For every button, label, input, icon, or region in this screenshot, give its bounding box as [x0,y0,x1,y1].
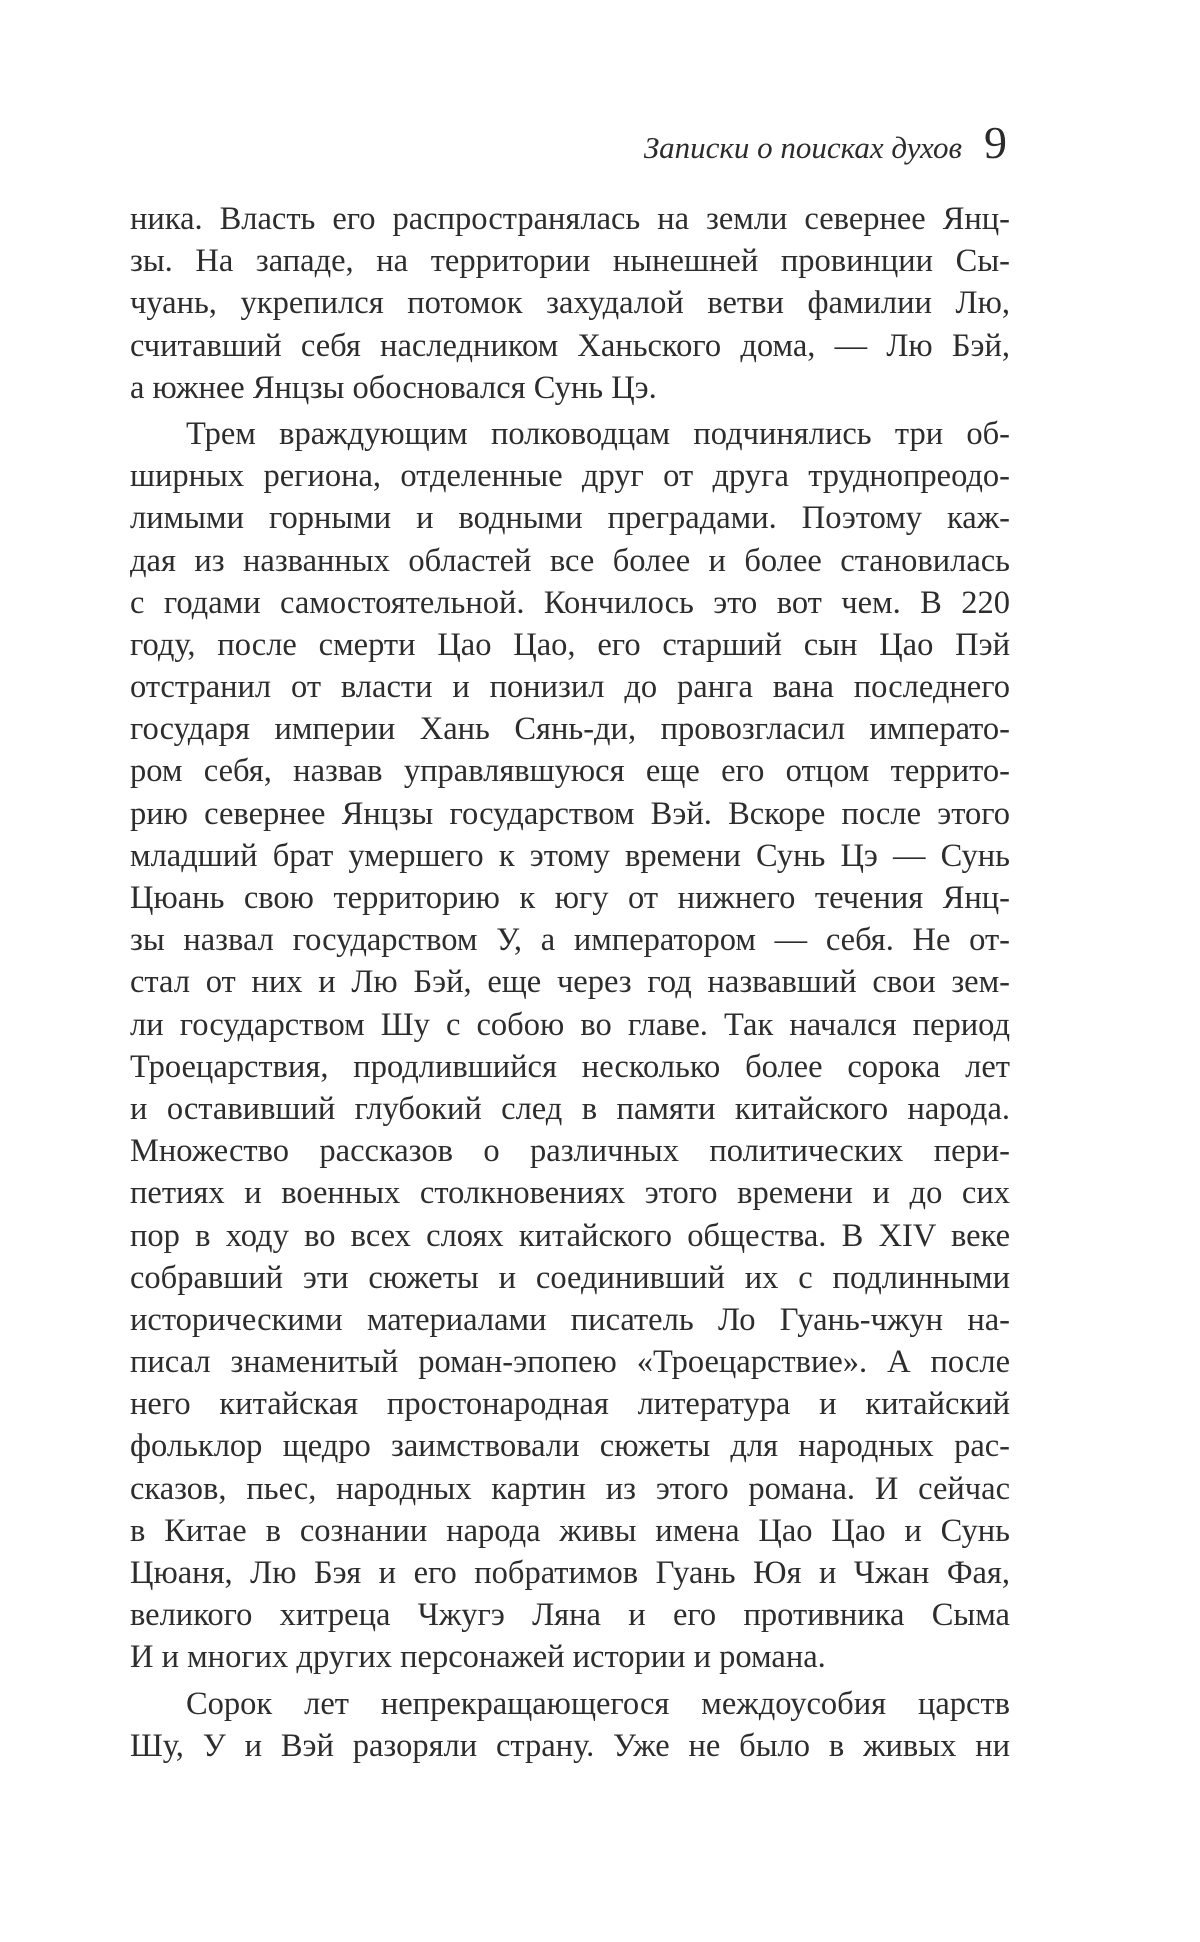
text-line: лимыми горными и водными преградами. Поэтому каж- [130,500,1010,537]
text-line: государя империи Хань Сянь-ди, провозгласил императо- [130,711,1010,748]
text-line: ника. Власть его распространялась на земли севернее Янц- [130,201,1010,237]
text-line: него китайская простонародная литература и китайский [130,1386,1010,1423]
text-line: Троецарствия, продлившийся несколько более сорока лет [130,1048,1010,1085]
text-line: И и многих других персонажей истории и романа. [130,1639,826,1676]
text-line: сказов, пьес, народных картин из этого романа. И сейчас [130,1470,1010,1507]
text-line: великого хитреца Чжугэ Ляна и его противника Сыма [130,1597,1010,1634]
text-line: петиях и военных столкновениях этого времени и до сих [130,1175,1010,1212]
text-line: чуань, укрепился потомок захудалой ветви фамилии Лю, [130,285,1010,322]
text-line: Трем враждующим полководцам подчинялись три об- [186,415,1010,452]
text-line: младший брат умершего к этому времени Сунь Цэ — Сунь [130,837,1010,874]
text-line: пор в ходу во всех слоях китайского общества. В XIV веке [130,1217,1010,1254]
text-line: историческими материалами писатель Ло Гуань-чжун на- [130,1301,1010,1338]
text-line: Цюань свою территорию к югу от нижнего течения Янц- [130,880,1010,916]
text-line: дая из названных областей все более и более становилась [130,542,1010,579]
text-line: фольклор щедро заимствовали сюжеты для народных рас- [130,1428,1010,1465]
text-line: Сорок лет непрекращающегося междоусобия царств [186,1685,1010,1722]
text-line: ли государством Шу с собою во главе. Так начался период [130,1006,1010,1043]
text-line: собравший эти сюжеты и соединивший их с подлинными [130,1259,1010,1296]
text-line: Множество рассказов о различных политических пери- [130,1133,1010,1170]
body-text [130,198,1010,1767]
text-line: рию севернее Янцзы государством Вэй. Вскоре после этого [130,795,1010,832]
text-line: году, после смерти Цао Цао, его старший сын Цао Пэй [130,626,1010,663]
text-line: зы. На западе, на территории нынешней провинции Сы- [130,243,1010,280]
running-header [643,117,1007,168]
page-number: 9 [984,117,1007,168]
text-line: считавший себя наследником Ханьского дома, — Лю Бэй, [130,327,1010,364]
text-line: Шу, У и Вэй разоряли страну. Уже не было в живых ни [130,1727,1010,1764]
running-title: Записки о поисках духов [643,130,962,165]
text-line: ширных региона, отделенные друг от друга труднопреодо- [130,458,1010,495]
text-line: зы назвал государством У, а императором — себя. Не от- [130,922,1010,959]
text-line: Цюаня, Лю Бэя и его побратимов Гуань Юя и Чжан Фая, [130,1555,1010,1591]
text-line: и оставивший глубокий след в памяти китайского народа. [130,1090,1010,1127]
text-line: ром себя, назвав управлявшуюся еще его отцом террито- [130,753,1010,790]
text-line: а южнее Янцзы обосновался Сунь Цэ. [130,369,657,406]
text-line: в Китае в сознании народа живы имена Цао Цао и Сунь [130,1512,1010,1549]
text-line: стал от них и Лю Бэй, еще через год назвавший свои зем- [130,964,1010,1001]
text-line: писал знаменитый роман-эпопею «Троецарствие». А после [130,1344,1010,1381]
text-line: с годами самостоятельной. Кончилось это вот чем. В 220 [130,584,1010,621]
paragraph [130,1683,1010,1767]
paragraph [130,198,1010,409]
paragraph [130,413,1010,1679]
text-line: отстранил от власти и понизил до ранга вана последнего [130,669,1010,706]
